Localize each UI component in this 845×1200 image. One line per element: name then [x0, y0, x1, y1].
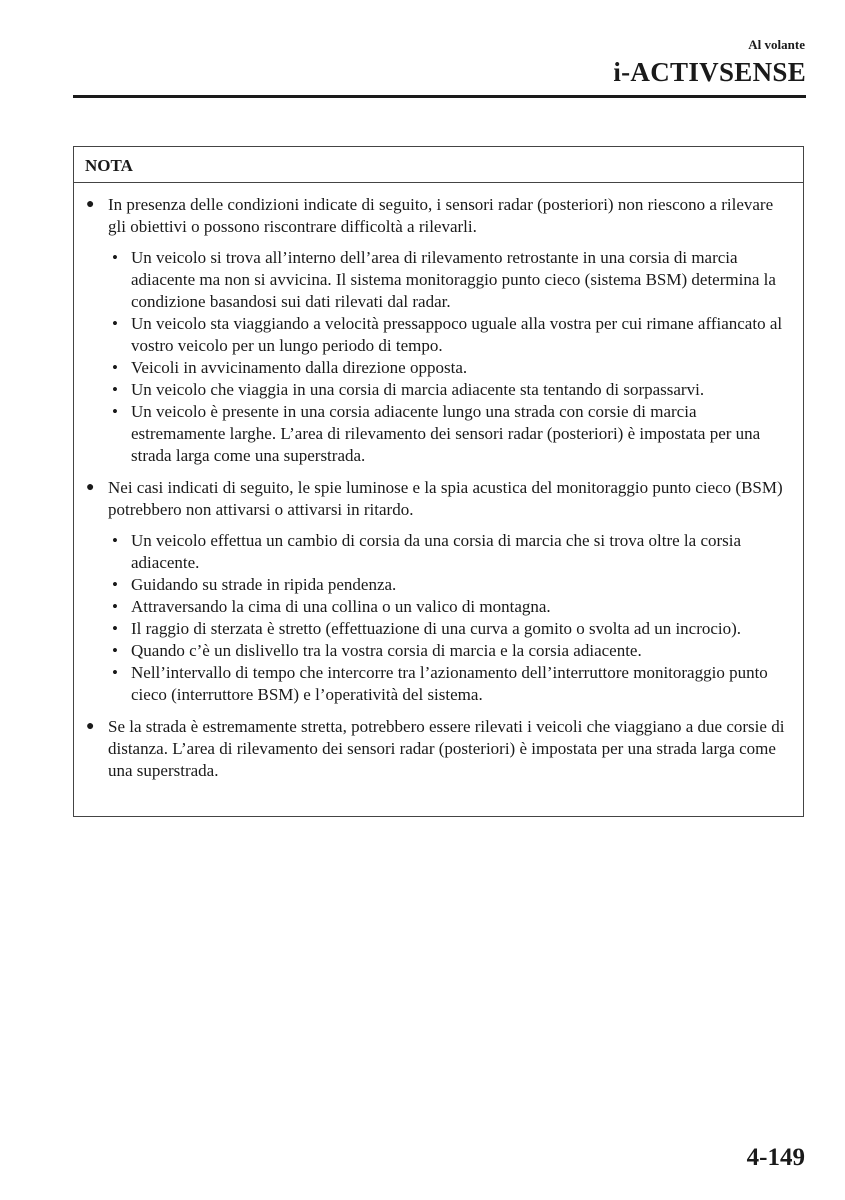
section-label: Al volante	[748, 37, 805, 52]
note-box	[73, 146, 804, 817]
sub-item	[108, 640, 793, 662]
sub-item-text: Un veicolo è presente in una corsia adiacente lungo una strada con corsie di marcia estremamente larghe. L’area di rilevamento dei sensori radar (posteriori) è impostata per una strada larga come una superstrada.	[131, 402, 761, 465]
sub-bullet-icon: •	[112, 531, 118, 550]
note-item-text: In presenza delle condizioni indicate di seguito, i sensori radar (posteriori) non riescono a rilevare gli obiettivi o possono riscontrare difficoltà a rilevarli.	[108, 195, 774, 236]
note-item-text: Se la strada è estremamente stretta, potrebbero essere rilevati i veicoli che viaggiano a due corsie di distanza. L’area di rilevamento dei sensori radar (posteriori) è impostata per una strada larga come una superstrada.	[108, 717, 785, 780]
sub-item	[108, 574, 793, 596]
sub-bullet-icon: •	[112, 402, 118, 421]
sub-bullet-icon: •	[112, 619, 118, 638]
sub-list	[108, 530, 793, 706]
bullet-icon: ●	[86, 197, 95, 212]
sub-item-text: Un veicolo sta viaggiando a velocità pressappoco uguale alla vostra per cui rimane affiancato al vostro veicolo per un lungo periodo di tempo.	[131, 314, 783, 355]
sub-item-text: Nell’intervallo di tempo che intercorre tra l’azionamento dell’interruttore monitoraggio punto cieco (interruttore BSM) e l’operatività del sistema.	[131, 663, 768, 704]
header-rule	[73, 95, 806, 98]
sub-item	[108, 530, 793, 574]
note-item	[86, 477, 793, 706]
sub-item	[108, 401, 793, 467]
note-item	[86, 194, 793, 467]
sub-item	[108, 618, 793, 640]
sub-bullet-icon: •	[112, 597, 118, 616]
sub-bullet-icon: •	[112, 575, 118, 594]
sub-bullet-icon: •	[112, 641, 118, 660]
chapter-title: i-ACTIVSENSE	[613, 57, 806, 87]
sub-item	[108, 379, 793, 401]
sub-item	[108, 313, 793, 357]
sub-item	[108, 596, 793, 618]
sub-item-text: Un veicolo si trova all’interno dell’area di rilevamento retrostante in una corsia di marcia adiacente ma non si avvicina. Il sistema monitoraggio punto cieco (sistema BSM) determina la condizione basandosi sui dati rilevati dal radar.	[131, 248, 776, 311]
sub-bullet-icon: •	[112, 380, 118, 399]
sub-item-text: Un veicolo effettua un cambio di corsia da una corsia di marcia che si trova oltre la corsia adiacente.	[131, 531, 742, 572]
sub-bullet-icon: •	[112, 248, 118, 267]
sub-item-text: Il raggio di sterzata è stretto (effettuazione di una curva a gomito o svolta ad un incrocio).	[131, 619, 742, 638]
sub-item-text: Quando c’è un dislivello tra la vostra corsia di marcia e la corsia adiacente.	[131, 641, 642, 660]
sub-bullet-icon: •	[112, 358, 118, 377]
bullet-icon: ●	[86, 480, 95, 495]
sub-item	[108, 662, 793, 706]
sub-bullet-icon: •	[112, 314, 118, 333]
sub-item-text: Un veicolo che viaggia in una corsia di marcia adiacente sta tentando di sorpassarvi.	[131, 380, 705, 399]
sub-bullet-icon: •	[112, 663, 118, 682]
bullet-icon: ●	[86, 719, 95, 734]
note-body	[74, 183, 803, 782]
note-item-text: Nei casi indicati di seguito, le spie luminose e la spia acustica del monitoraggio punto cieco (BSM) potrebbero non attivarsi o attivarsi in ritardo.	[108, 478, 783, 519]
sub-item	[108, 357, 793, 379]
sub-item	[108, 247, 793, 313]
sub-list	[108, 247, 793, 467]
note-title: NOTA	[74, 147, 803, 183]
sub-item-text: Attraversando la cima di una collina o un valico di montagna.	[131, 597, 551, 616]
page-number: 4-149	[746, 1144, 805, 1171]
sub-item-text: Guidando su strade in ripida pendenza.	[131, 575, 397, 594]
sub-item-text: Veicoli in avvicinamento dalla direzione opposta.	[131, 358, 468, 377]
note-item	[86, 716, 793, 782]
note-list	[86, 194, 793, 782]
